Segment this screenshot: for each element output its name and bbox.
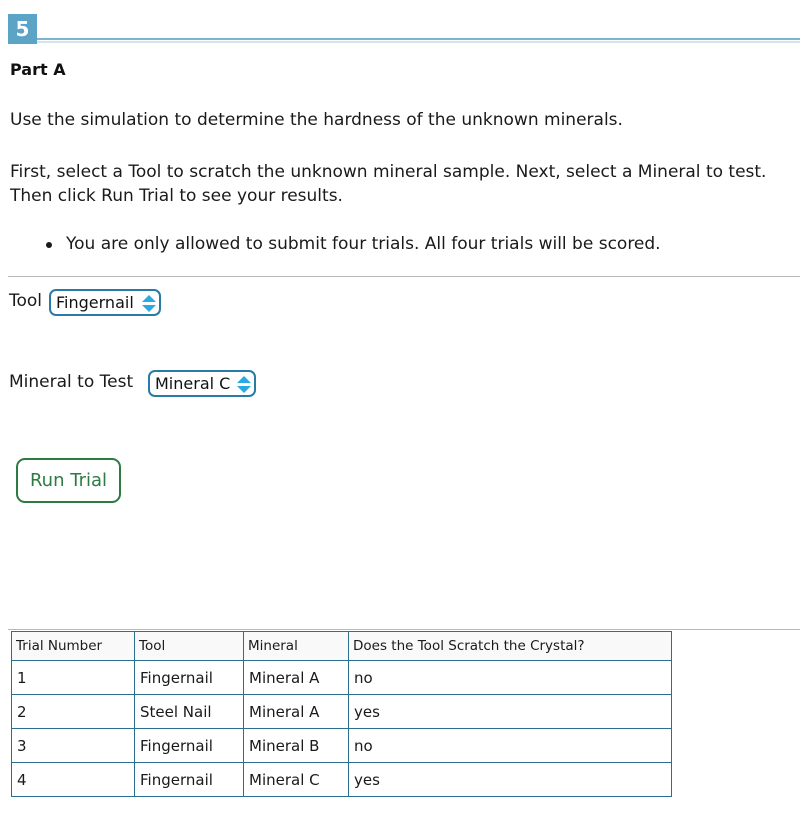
cell-tool: Fingernail: [135, 729, 244, 763]
run-trial-button[interactable]: Run Trial: [16, 458, 121, 503]
cell-tool: Steel Nail: [135, 695, 244, 729]
cell-tool: Fingernail: [135, 661, 244, 695]
header-divider: [37, 38, 800, 40]
cell-trial: 2: [12, 695, 135, 729]
select-arrows-icon: [236, 375, 252, 394]
table-divider: [8, 629, 800, 630]
cell-tool: Fingernail: [135, 763, 244, 797]
section-divider: [8, 276, 800, 277]
cell-trial: 3: [12, 729, 135, 763]
header-trial-number: Trial Number: [12, 632, 135, 661]
header-divider-shadow: [37, 41, 800, 43]
table-row: [12, 695, 672, 729]
table-row: [12, 661, 672, 695]
question-number: 5: [8, 14, 37, 44]
mineral-select-value: Mineral C: [155, 374, 231, 393]
cell-mineral: Mineral B: [244, 729, 349, 763]
tool-select-value: Fingernail: [56, 293, 134, 312]
trials-table: [11, 631, 672, 797]
header-scratch: Does the Tool Scratch the Crystal?: [349, 632, 672, 661]
cell-result: yes: [349, 763, 672, 797]
instruction-bullet-text: You are only allowed to submit four trials. All four trials will be scored.: [66, 234, 661, 254]
table-header-row: [12, 632, 672, 661]
part-title: Part A: [10, 60, 66, 79]
table-row: [12, 763, 672, 797]
instruction-paragraph-2: First, select a Tool to scratch the unknown mineral sample. Next, select a Mineral to test. Then click Run Trial to see your results.: [10, 162, 767, 206]
instruction-paragraph-1: Use the simulation to determine the hardness of the unknown minerals.: [10, 110, 623, 130]
mineral-label: Mineral to Test: [9, 372, 134, 392]
cell-result: no: [349, 661, 672, 695]
header-mineral: Mineral: [244, 632, 349, 661]
cell-mineral: Mineral A: [244, 695, 349, 729]
cell-result: no: [349, 729, 672, 763]
tool-label: Tool: [9, 291, 43, 311]
select-arrows-icon: [141, 294, 157, 313]
table-row: [12, 729, 672, 763]
cell-mineral: Mineral A: [244, 661, 349, 695]
header-tool: Tool: [135, 632, 244, 661]
cell-result: yes: [349, 695, 672, 729]
cell-trial: 4: [12, 763, 135, 797]
cell-trial: 1: [12, 661, 135, 695]
cell-mineral: Mineral C: [244, 763, 349, 797]
tool-select[interactable]: [49, 289, 161, 316]
bullet-dot-icon: [46, 242, 52, 248]
mineral-select[interactable]: [148, 370, 256, 397]
